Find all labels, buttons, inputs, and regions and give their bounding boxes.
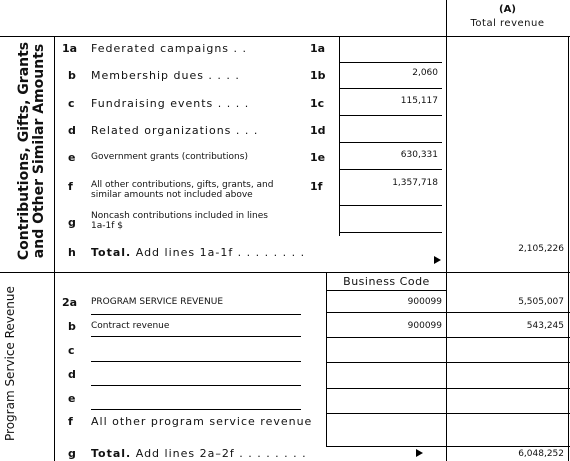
section1-title-line1: Contributions, Gifts, Grants — [16, 41, 32, 261]
row-num: d — [68, 368, 76, 381]
rule-1b — [339, 88, 442, 89]
business-code-header: Business Code — [343, 275, 430, 288]
row-num: b — [68, 69, 76, 82]
row-value: 543,245 — [526, 321, 564, 331]
row-num: f — [68, 415, 73, 428]
row-num: e — [68, 392, 76, 405]
row-ref: 1a — [310, 42, 326, 55]
business-code: 900099 — [407, 321, 442, 331]
row-label: Federated campaigns . . — [91, 42, 248, 55]
right-border — [568, 36, 569, 461]
row-label-line2: 1a-1f $ — [91, 221, 123, 231]
row-label: Contract revenue — [91, 321, 170, 331]
row-total: 2,105,226 — [518, 244, 564, 254]
row-value: 1,357,718 — [392, 178, 438, 188]
rule-1c — [339, 115, 442, 116]
row-ref: 1e — [310, 151, 326, 164]
total-bold: Total. — [91, 447, 132, 460]
rule-2a — [326, 312, 570, 313]
rule-1d — [339, 142, 442, 143]
row-num: 1a — [62, 42, 78, 55]
row-num: 2a — [62, 296, 78, 309]
row-label: Membership dues . . . . — [91, 69, 240, 82]
column-letter: (A) — [499, 4, 516, 15]
row-value: 5,505,007 — [518, 297, 564, 307]
rule-1a — [339, 62, 442, 63]
total-bold: Total. — [91, 246, 132, 259]
row-label: Government grants (contributions) — [91, 152, 248, 162]
section-divider — [0, 272, 570, 273]
row-ref: 1d — [310, 124, 326, 137]
row-num: d — [68, 124, 76, 137]
rule-2f — [326, 446, 570, 447]
rule-2b — [326, 337, 570, 338]
line-2e — [91, 409, 301, 410]
row-label: Related organizations . . . — [91, 124, 259, 137]
header-bottom-rule — [0, 36, 570, 37]
rule-1e — [339, 169, 442, 170]
total-column-divider — [446, 0, 447, 461]
row-value: 115,117 — [400, 96, 438, 106]
row-num: c — [68, 97, 75, 110]
line-2a — [91, 314, 301, 315]
row-num: c — [68, 344, 75, 357]
row-label-line1: Noncash contributions included in lines — [91, 211, 268, 221]
row-label — [91, 246, 305, 259]
row-ref: 1f — [310, 180, 323, 193]
rule-code-header — [326, 290, 446, 291]
amount-box-left — [339, 36, 340, 236]
arrow-icon — [434, 256, 441, 264]
row-num: h — [68, 246, 76, 259]
rule-1f — [339, 205, 442, 206]
row-num: e — [68, 151, 76, 164]
line-2d — [91, 385, 301, 386]
arrow-icon — [416, 449, 423, 457]
row-total: 6,048,252 — [518, 449, 564, 459]
row-ref: 1c — [310, 97, 325, 110]
section-title-divider — [54, 36, 55, 461]
section1-title-line2: and Other Similar Amounts — [31, 43, 47, 259]
row-num: g — [68, 447, 76, 460]
row-label: PROGRAM SERVICE REVENUE — [91, 297, 224, 307]
row-num: b — [68, 320, 76, 333]
row-label — [91, 447, 307, 460]
line-2c — [91, 361, 301, 362]
row-value: 2,060 — [412, 68, 438, 78]
row-num: g — [68, 216, 76, 229]
rule-2e — [326, 413, 570, 414]
row-label-line2: similar amounts not included above — [91, 190, 253, 200]
total-text: Add lines 1a-1f . . . . . . . . — [135, 246, 306, 259]
row-num: f — [68, 180, 73, 193]
row-label: All other program service revenue — [91, 415, 313, 428]
business-code: 900099 — [407, 297, 442, 307]
row-ref: 1b — [310, 69, 326, 82]
row-label: Fundraising events . . . . — [91, 97, 250, 110]
rule-2c — [326, 362, 570, 363]
row-label-line1: All other contributions, gifts, grants, and — [91, 180, 274, 190]
column-title: Total revenue — [470, 18, 545, 29]
line-2b — [91, 336, 301, 337]
rule-1g — [339, 232, 442, 233]
section1-title — [16, 33, 47, 269]
section2-title: Program Service Revenue — [3, 286, 17, 441]
rule-2d — [326, 388, 570, 389]
row-value: 630,331 — [400, 150, 438, 160]
total-text: Add lines 2a–2f . . . . . . . . — [135, 447, 307, 460]
